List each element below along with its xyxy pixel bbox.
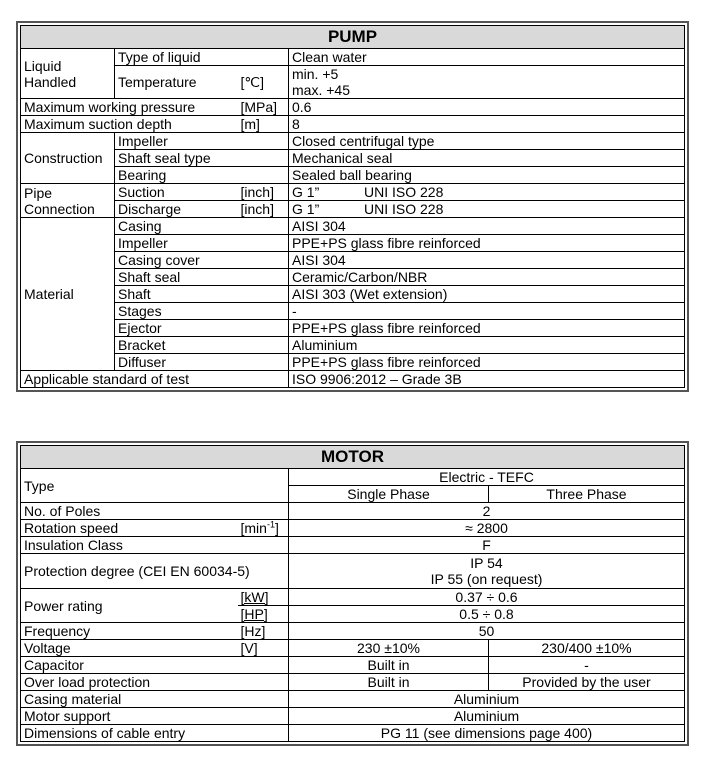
construction-value: Mechanical seal [289, 150, 685, 167]
type-of-liquid-value: Clean water [289, 49, 685, 66]
type-value: Electric - TEFC [289, 469, 685, 486]
pipe-part: Suction [115, 184, 238, 201]
power-label: Power rating [21, 589, 238, 623]
material-label: Material [21, 218, 115, 371]
material-part: Ejector [115, 320, 289, 337]
max-suction-unit: [m] [238, 116, 289, 133]
voltage-single: 230 ±10% [289, 640, 489, 657]
standard-label: Applicable standard of test [21, 371, 289, 388]
rotation-label: Rotation speed [21, 520, 238, 537]
frequency-label: Frequency [21, 623, 238, 640]
max-pressure-value: 0.6 [289, 99, 685, 116]
pipe-value: G 1” UNI ISO 228 [289, 184, 685, 201]
motor-support-label: Motor support [21, 708, 289, 725]
material-value: AISI 304 [289, 252, 685, 269]
material-part: Bracket [115, 337, 289, 354]
pump-title: PUMP [21, 26, 685, 49]
material-part: Shaft [115, 286, 289, 303]
material-part: Casing cover [115, 252, 289, 269]
liquid-handled-label: Liquid Handled [21, 49, 115, 99]
capacitor-single: Built in [289, 657, 489, 674]
pump-table-frame [16, 21, 689, 392]
material-part: Stages [115, 303, 289, 320]
single-phase-header: Single Phase [289, 486, 489, 503]
construction-part: Bearing [115, 167, 289, 184]
standard-value: ISO 9906:2012 – Grade 3B [289, 371, 685, 388]
rotation-value: ≈ 2800 [289, 520, 685, 537]
insulation-label: Insulation Class [21, 537, 289, 554]
poles-label: No. of Poles [21, 503, 289, 520]
motor-table [20, 445, 685, 742]
pump-table [20, 25, 685, 388]
material-value: - [289, 303, 685, 320]
overload-label: Over load protection [21, 674, 289, 691]
power-unit-kw: [kW] [238, 589, 289, 606]
power-hp-value: 0.5 ÷ 0.8 [289, 606, 685, 623]
voltage-unit: [V] [238, 640, 289, 657]
max-pressure-label: Maximum working pressure [21, 99, 238, 116]
max-suction-value: 8 [289, 116, 685, 133]
pipe-part: Discharge [115, 201, 238, 218]
material-value: AISI 303 (Wet extension) [289, 286, 685, 303]
casing-material-value: Aluminium [289, 691, 685, 708]
motor-table-frame [16, 441, 689, 746]
poles-value: 2 [289, 503, 685, 520]
material-part: Casing [115, 218, 289, 235]
voltage-label: Voltage [21, 640, 238, 657]
frequency-value: 50 [289, 623, 685, 640]
max-suction-label: Maximum suction depth [21, 116, 238, 133]
material-part: Impeller [115, 235, 289, 252]
cable-entry-label: Dimensions of cable entry [21, 725, 289, 742]
capacitor-three: - [489, 657, 685, 674]
three-phase-header: Three Phase [489, 486, 685, 503]
frequency-unit: [Hz] [238, 623, 289, 640]
construction-value: Closed centrifugal type [289, 133, 685, 150]
casing-material-label: Casing material [21, 691, 289, 708]
material-part: Shaft seal [115, 269, 289, 286]
temperature-unit: [℃] [238, 66, 289, 99]
temperature-label: Temperature [115, 66, 238, 99]
overload-single: Built in [289, 674, 489, 691]
pipe-value: G 1” UNI ISO 228 [289, 201, 685, 218]
cable-entry-value: PG 11 (see dimensions page 400) [289, 725, 685, 742]
capacitor-label: Capacitor [21, 657, 289, 674]
material-value: PPE+PS glass fibre reinforced [289, 235, 685, 252]
voltage-three: 230/400 ±10% [489, 640, 685, 657]
material-value: Ceramic/Carbon/NBR [289, 269, 685, 286]
protection-value: IP 54 IP 55 (on request) [289, 554, 685, 589]
material-value: Aluminium [289, 337, 685, 354]
motor-title: MOTOR [21, 446, 685, 469]
overload-three: Provided by the user [489, 674, 685, 691]
insulation-value: F [289, 537, 685, 554]
power-kw-value: 0.37 ÷ 0.6 [289, 589, 685, 606]
material-value: AISI 304 [289, 218, 685, 235]
pipe-connection-label: Pipe Connection [21, 184, 115, 218]
pipe-unit: [inch] [238, 201, 289, 218]
construction-label: Construction [21, 133, 115, 184]
pipe-unit: [inch] [238, 184, 289, 201]
max-pressure-unit: [MPa] [238, 99, 289, 116]
type-label: Type [21, 469, 289, 503]
material-part: Diffuser [115, 354, 289, 371]
power-unit-hp: [HP] [238, 606, 289, 623]
type-of-liquid-label: Type of liquid [115, 49, 289, 66]
construction-part: Shaft seal type [115, 150, 289, 167]
temperature-value: min. +5 max. +45 [289, 66, 685, 99]
motor-support-value: Aluminium [289, 708, 685, 725]
construction-part: Impeller [115, 133, 289, 150]
rotation-unit: $[\min^{-1}]$ [238, 520, 289, 537]
protection-label: Protection degree (CEI EN 60034-5) [21, 554, 289, 589]
construction-value: Sealed ball bearing [289, 167, 685, 184]
material-value: PPE+PS glass fibre reinforced [289, 320, 685, 337]
material-value: PPE+PS glass fibre reinforced [289, 354, 685, 371]
